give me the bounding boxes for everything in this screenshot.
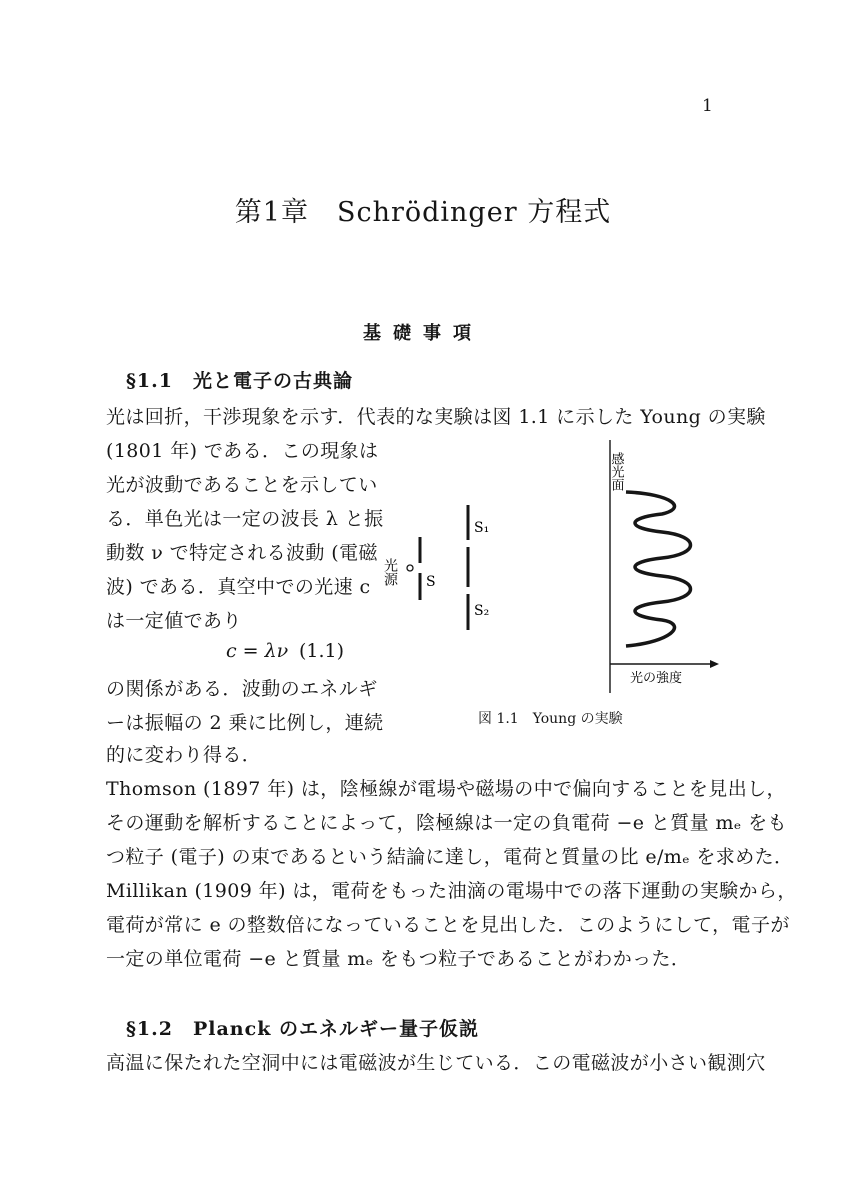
light-source-point xyxy=(407,565,413,571)
paragraph-line: 電荷が常に e の整数倍になっていることを見出した．このようにして，電子が xyxy=(106,914,790,936)
equation-number: (1.1) xyxy=(299,640,345,662)
axis-label: 光の強度 xyxy=(630,671,683,686)
paragraph-line: つ粒子 (電子) の束であるという結論に達し，電荷と質量の比 e/mₑ を求めた． xyxy=(106,846,794,868)
column-line: は一定値であり xyxy=(106,610,242,632)
column-line: (1801 年) である．この現象は xyxy=(106,440,379,462)
column-line: る．単色光は一定の波長 λ と振 xyxy=(106,508,384,530)
intro-line: 光は回折，干渉現象を示す．代表的な実験は図 1.1 に示した Young の実験 xyxy=(106,406,766,428)
screen-label: 感光面 xyxy=(608,452,624,491)
label-s2: S₂ xyxy=(474,603,490,619)
page-number: 1 xyxy=(702,96,713,116)
paragraph-line: Thomson (1897 年) は，陰極線が電場や磁場の中で偏向することを見出し， xyxy=(106,778,786,800)
column-line: ーは振幅の 2 乗に比例し，連続 xyxy=(106,712,384,734)
paragraph-line: 高温に保たれた空洞中には電磁波が生じている．この電磁波が小さい観測穴 xyxy=(106,1052,766,1074)
intensity-axis-arrow xyxy=(710,660,719,668)
young-experiment-figure xyxy=(380,430,720,700)
label-s: S xyxy=(426,574,436,590)
paragraph-line: その運動を解析することによって，陰極線は一定の負電荷 −e と質量 mₑ をも xyxy=(106,812,787,834)
label-s1: S₁ xyxy=(474,520,490,536)
column-line: 波) である．真空中での光速 c xyxy=(106,576,371,598)
column-line: 動数 ν で特定される波動 (電磁 xyxy=(106,542,378,564)
section-heading-1-2: §1.2 Planck のエネルギー量子仮説 xyxy=(126,1018,479,1040)
column-line: 的に変わり得る． xyxy=(106,744,262,766)
column-line: の関係がある．波動のエネルギ xyxy=(106,678,378,700)
part-heading: 基礎事項 xyxy=(363,323,483,344)
paragraph-line: Millikan (1909 年) は，電荷をもった油滴の電場中での落下運動の実験から， xyxy=(106,880,797,902)
section-heading-1-1: §1.1 光と電子の古典論 xyxy=(126,370,353,392)
column-line: 光が波動であることを示してい xyxy=(106,474,378,496)
chapter-title: 第1章 Schrödinger 方程式 xyxy=(234,197,612,228)
figure-source-label: 光源 xyxy=(382,558,398,586)
figure-caption: 図 1.1 Young の実験 xyxy=(478,711,623,727)
paragraph-line: 一定の単位電荷 −e と質量 mₑ をもつ粒子であることがわかった． xyxy=(106,948,691,970)
interference-pattern-curve xyxy=(626,492,691,646)
equation: c = λν xyxy=(226,640,289,662)
